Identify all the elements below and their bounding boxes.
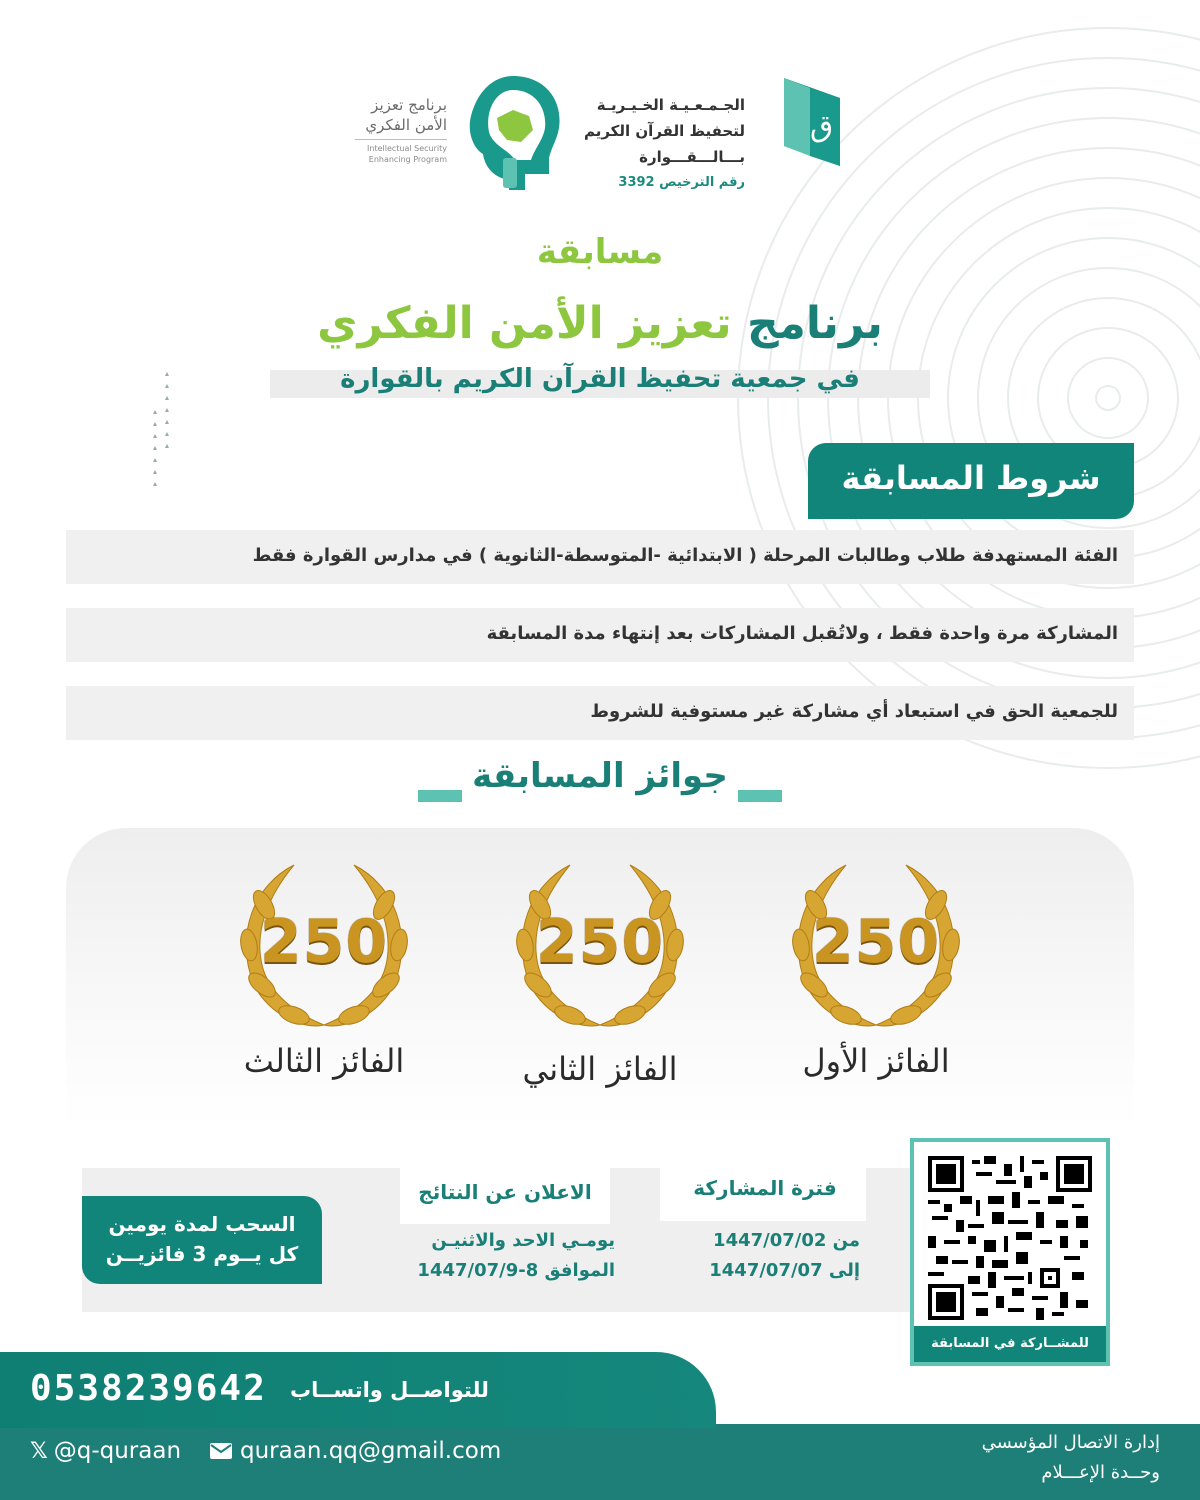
period-heading: فترة المشاركة: [693, 1176, 837, 1200]
association-logo: [780, 74, 844, 170]
title-program-part-a: برنامج: [731, 298, 883, 349]
program-logo: [455, 70, 567, 200]
condition-text: للجمعية الحق في استبعاد أي مشاركة غير مستوفية للشروط: [590, 701, 1118, 722]
prize-label-second: الفائز الثاني: [522, 1050, 678, 1088]
prize-amount: 250: [259, 907, 389, 977]
title-program-part-b: تعزيز: [619, 298, 732, 349]
program-en-line-2: Enhancing Program: [368, 155, 447, 164]
announce-details: [380, 1226, 615, 1286]
email-icon: [210, 1443, 232, 1459]
association-line-3: بـــالـــقـــوارة: [639, 148, 745, 166]
qr-caption: للمشــاركة في المسابقة: [914, 1326, 1106, 1362]
program-en-line-1: Intellectual Security: [355, 139, 447, 154]
license-number: رقم الترخيص 3392: [618, 175, 745, 190]
qr-card[interactable]: [910, 1138, 1110, 1366]
title-association: في جمعية تحفيظ القرآن الكريم بالقوارة: [340, 364, 860, 394]
phone-number[interactable]: 0538239642: [30, 1368, 267, 1409]
email-contact[interactable]: [210, 1438, 501, 1464]
association-line-1: الجـمـعـيـة الخـيـريـة: [596, 96, 745, 114]
title-competition: مسابقة: [536, 232, 664, 272]
condition-text: الفئة المستهدفة طلاب وطالبات المرحلة ( الابتدائية -المتوسطة-الثانوية ) في مدارس القوارة فقط: [252, 545, 1118, 566]
prize-first: [776, 845, 976, 1045]
condition-row: [66, 530, 1134, 584]
prize-third: [224, 845, 424, 1045]
department-line-2: وحــدة الإعـــلام: [1041, 1462, 1160, 1483]
prize-amount: 250: [535, 907, 665, 977]
association-name: [570, 92, 745, 196]
x-logo-icon: 𝕏: [30, 1438, 48, 1464]
announce-heading: الاعلان عن النتائج: [418, 1180, 592, 1204]
x-handle: @q-quraan: [53, 1438, 182, 1464]
condition-row: [66, 686, 1134, 740]
title-program: [0, 298, 1200, 349]
association-line-2: لتحفيظ القرآن الكريم: [583, 122, 745, 140]
prize-second: [500, 845, 700, 1045]
period-to: إلى 1447/07/07: [709, 1260, 860, 1281]
period-from: من 1447/07/02: [713, 1230, 860, 1251]
draw-line-1: السحب لمدة يومين: [108, 1212, 296, 1236]
qr-code-icon[interactable]: [928, 1156, 1092, 1320]
svg-text:ق: ق: [810, 109, 834, 144]
condition-row: [66, 608, 1134, 662]
conditions-heading: شروط المسابقة: [808, 443, 1134, 519]
period-dates: [660, 1226, 860, 1286]
decorative-arrows: [150, 370, 170, 490]
email-address: quraan.qq@gmail.com: [240, 1438, 502, 1464]
announce-days: يومـي الاحد والاثنيـن: [431, 1230, 615, 1251]
program-name: [355, 95, 447, 165]
prize-label-first: الفائز الأول: [802, 1042, 950, 1080]
program-ar-line-2: الأمن الفكري: [365, 116, 447, 134]
heading-bar-right: [738, 790, 782, 802]
heading-bar-left: [418, 790, 462, 802]
prizes-heading: جوائز المسابقة: [472, 756, 728, 796]
draw-badge: [82, 1196, 322, 1284]
condition-text: المشاركة مرة واحدة فقط ، ولاتُقبل المشاركات بعد إنتهاء مدة المسابقة: [486, 623, 1118, 644]
department: [930, 1428, 1160, 1488]
prize-label-third: الفائز الثالث: [243, 1042, 405, 1080]
program-ar-line-1: برنامج تعزيز: [371, 96, 447, 114]
draw-line-2: كل يــوم 3 فائزيــن: [105, 1242, 299, 1266]
announce-date: الموافق 8-1447/07/9: [417, 1260, 615, 1281]
department-line-1: إدارة الاتصال المؤسسي: [981, 1432, 1160, 1453]
title-program-part-c: الأمن الفكري: [317, 298, 620, 349]
x-account[interactable]: [30, 1438, 181, 1464]
whatsapp-label: للتواصــل واتســاب: [290, 1378, 489, 1402]
prize-amount: 250: [811, 907, 941, 977]
